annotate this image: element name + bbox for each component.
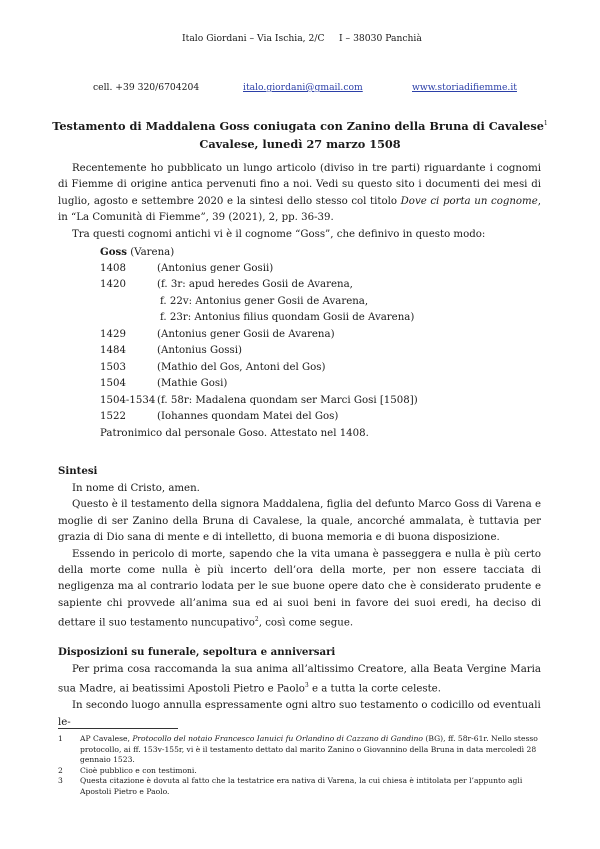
list-item: 1522 (Iohannes quondam Matei del Gos) — [100, 411, 339, 422]
list-item: 1429 (Antonius gener Gosii de Avarena) — [100, 328, 335, 340]
list-item: f. 23r: Antonius filius quondam Gosii de Avarena) — [160, 312, 415, 323]
section-heading-disposizioni: Disposizioni su funerale, sepoltura e anniversari — [58, 646, 336, 658]
intro-paragraph-1: Recentemente ho pubblicato un lungo articolo (diviso in tre parti) riguardante i cognomi di Fiemme di origine antica pervenuti fino a noi. Vedi su questo sito i documenti dei mesi di luglio, agosto e settembre 2020 e la sintesi dello stesso col titolo Dove ci porta un cognome, in “La Comunità di Fiemme”, 39 (2021), 2, pp. 36-39. — [58, 163, 541, 224]
footnote-1: 1 AP Cavalese, Protocollo del notaio Francesco Ianuici fu Orlandino di Cazzano di Gandino (BG), ff. 58r-61r. Nello stesso protocollo, ai ff. 153v-155r, vi è il testamento dettato dal marito Zanino o Giovannino della Bruna in data mercoledì 28 gennaio 1523. — [58, 734, 538, 765]
footnote-divider — [58, 728, 178, 729]
list-item: 1420 (f. 3r: apud heredes Gosii de Avarena, — [100, 279, 353, 290]
header-line-1 — [0, 33, 600, 45]
header-postcode-city: I – 38030 Panchià — [339, 33, 422, 44]
surname-entry — [100, 244, 418, 442]
header-line-2 — [0, 82, 600, 94]
disposizioni-section — [58, 662, 541, 731]
footnote-ref-2[interactable]: 2 — [254, 616, 259, 624]
header-email-link[interactable]: italo.giordani@gmail.com — [243, 82, 363, 93]
sintesi-section — [58, 481, 541, 632]
header-website-link[interactable]: www.storiadifiemme.it — [412, 82, 517, 93]
sintesi-paragraph-2: Questo è il testamento della signora Maddalena, figlia del defunto Marco Goss di Varena e moglie di ser Zanino della Bruna di Cavalese, la quale, ancorché ammalata, è tuttavia per grazia di Dio sana di mente e di intelletto, di buona memoria e di buona disposizione. — [58, 499, 541, 544]
list-item: f. 22v: Antonius gener Gosii de Avarena, — [160, 295, 369, 307]
sintesi-paragraph-1: In nome di Cristo, amen. — [72, 483, 200, 494]
intro-paragraph-2: Tra questi cognomi antichi vi è il cognome “Goss”, che definivo in questo modo: — [72, 228, 486, 240]
list-item: 1504-1534 (f. 58r: Madalena quondam ser Marci Gosi [1508]) — [100, 394, 418, 406]
disposizioni-paragraph-2: In secondo luogo annulla espressamente ogni altro suo testamento o codicillo od eventuali le- — [58, 700, 541, 728]
footnote-ref-1[interactable]: 1 — [543, 120, 548, 128]
surname-origin: (Varena) — [126, 247, 175, 258]
list-item: 1408 (Antonius gener Gosii) — [100, 262, 274, 274]
sintesi-paragraph-3: Essendo in pericolo di morte, sapendo che la vita umana è passeggera e nulla è più certo della morte come nulla è più incerto dell’ora della morte, per non essere tacciata di negligenza ma al contrario lodata per le sue buone opere dato che è considerato prudente e sapiente chi provvede all’anima sua ed ai suoi beni in favore dei suoi eredi, ha deciso di dettare il suo testamento nuncupativo$^2$, così come segue. — [58, 548, 541, 629]
header-name-address: Italo Giordani – Via Ischia, 2/C — [182, 33, 325, 44]
footnotes — [58, 734, 543, 798]
document-title — [0, 119, 600, 133]
article-title: Dove ci porta un cognome — [400, 195, 538, 207]
surname-note: Patronimico dal personale Goso. Attestato nel 1408. — [100, 427, 369, 439]
document-subtitle — [0, 137, 600, 151]
surname: Goss — [100, 246, 127, 258]
section-heading-sintesi: Sintesi — [58, 465, 98, 477]
title-line-1: Testamento di Maddalena Goss coniugata con Zanino della Bruna di Cavalese — [52, 119, 544, 133]
footnote-ref-3[interactable]: 3 — [304, 682, 309, 690]
title-line-2: Cavalese, lunedì 27 marzo 1508 — [199, 137, 401, 151]
list-item: 1503 (Mathio del Gos, Antoni del Gos) — [100, 361, 326, 373]
disposizioni-paragraph-1: Per prima cosa raccomanda la sua anima all’altissimo Creatore, alla Beata Vergine Maria sua Madre, ai beatissimi Apostoli Pietro e Paolo$^3$ e a tutta la corte celeste. — [58, 664, 541, 695]
header-phone: cell. +39 320/6704204 — [93, 82, 200, 93]
intro-section — [58, 161, 541, 243]
list-item: 1504 (Mathie Gosi) — [100, 378, 228, 389]
surname-heading — [100, 244, 174, 261]
footnote-2: 2 Cioè pubblico e con testimoni. — [58, 765, 197, 775]
footnote-3: 3 Questa citazione è dovuta al fatto che la testatrice era nativa di Varena, la cui chiesa è intitolata per l’appunto agli Apostoli Pietro e Paolo. — [58, 776, 523, 796]
list-item: 1484 (Antonius Gossi) — [100, 345, 242, 356]
